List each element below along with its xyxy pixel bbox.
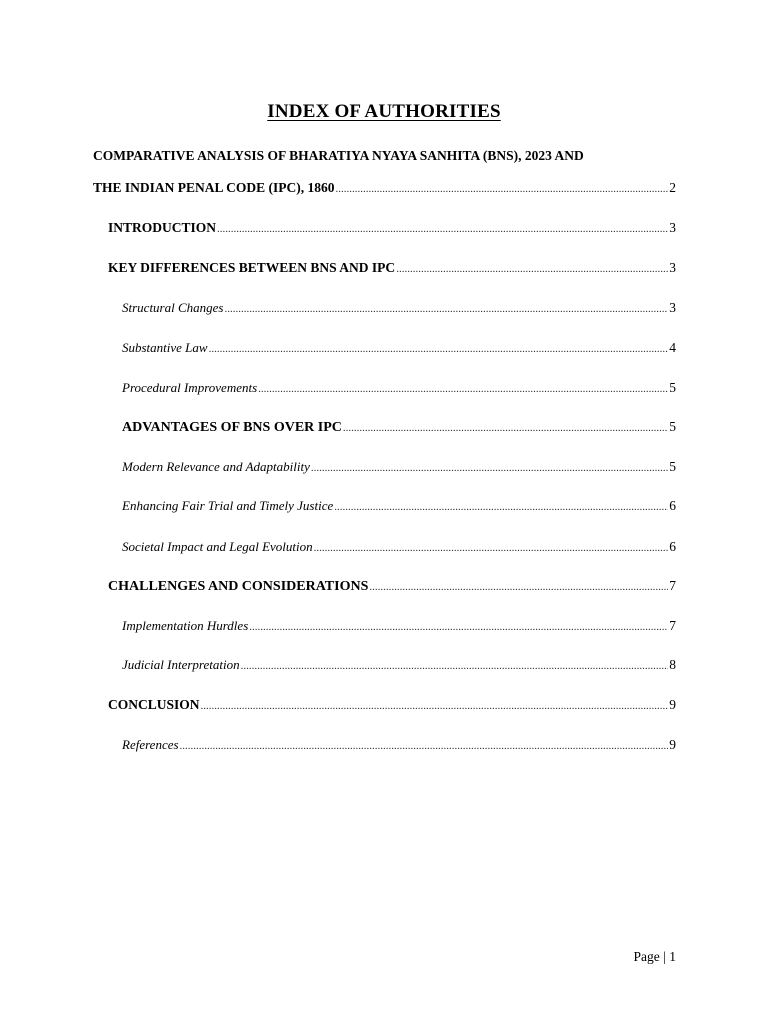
toc-entry-substantive-law[interactable] xyxy=(122,340,676,356)
toc-entry-societal-impact[interactable] xyxy=(122,539,676,555)
dot-leader xyxy=(336,183,669,195)
toc-page-number: 3 xyxy=(669,260,676,275)
toc-entry-judicial-interpretation[interactable] xyxy=(122,657,676,673)
toc-entry-advantages[interactable] xyxy=(122,419,676,436)
dot-leader xyxy=(217,223,668,235)
dot-leader xyxy=(258,383,668,395)
toc-entry-structural-changes[interactable] xyxy=(122,300,676,316)
dot-leader xyxy=(209,343,669,355)
toc-entry-procedural-improvements[interactable] xyxy=(122,380,676,396)
toc-page-number: 5 xyxy=(669,380,676,395)
dot-leader xyxy=(249,621,668,633)
dot-leader xyxy=(396,263,668,275)
toc-entry-label: Structural Changes xyxy=(122,300,224,315)
toc-entry-implementation-hurdles[interactable] xyxy=(122,618,676,634)
toc-page-number: 3 xyxy=(669,220,676,235)
toc-entry-references[interactable] xyxy=(122,737,676,753)
dot-leader xyxy=(334,501,668,513)
toc-entry-label: Enhancing Fair Trial and Timely Justice xyxy=(122,498,334,513)
dot-leader xyxy=(311,462,668,474)
toc-entry-label: Societal Impact and Legal Evolution xyxy=(122,539,313,554)
toc-entry-challenges[interactable] xyxy=(108,578,676,595)
toc-page-number: 5 xyxy=(669,459,676,474)
dot-leader xyxy=(369,581,668,593)
toc-page-number: 6 xyxy=(669,498,676,513)
dot-leader xyxy=(241,660,669,672)
toc-page-number: 7 xyxy=(669,618,676,633)
toc-page-number: 5 xyxy=(669,419,676,434)
toc-entry-label: Substantive Law xyxy=(122,340,208,355)
toc-page-number: 3 xyxy=(669,300,676,315)
toc-page-number: 9 xyxy=(669,737,676,752)
toc-page-number: 2 xyxy=(669,180,676,195)
toc-entry-modern-relevance[interactable] xyxy=(122,459,676,475)
toc-page-number: 4 xyxy=(669,340,676,355)
toc-entry-label: CHALLENGES AND CONSIDERATIONS xyxy=(108,579,369,594)
toc-entry-label: CONCLUSION xyxy=(108,697,200,712)
toc-entry-label: Judicial Interpretation xyxy=(122,657,240,672)
dot-leader xyxy=(224,303,668,315)
toc-entry-label: Modern Relevance and Adaptability xyxy=(122,459,310,474)
toc-entry-conclusion[interactable] xyxy=(108,697,676,713)
toc-page-number: 6 xyxy=(669,539,676,554)
toc-entry-label: Implementation Hurdles xyxy=(122,618,249,633)
toc-entry-label: INTRODUCTION xyxy=(108,220,217,235)
toc-entry-fair-trial[interactable] xyxy=(122,498,676,514)
toc-entry-label: References xyxy=(122,737,179,752)
toc-page-number: 7 xyxy=(669,578,676,593)
dot-leader xyxy=(343,422,668,434)
toc-entry-label: KEY DIFFERENCES BETWEEN BNS AND IPC xyxy=(108,260,396,275)
toc-page-number: 8 xyxy=(669,657,676,672)
toc-main-heading-line1: COMPARATIVE ANALYSIS OF BHARATIYA NYAYA SANHITA (BNS), 2023 AND xyxy=(93,148,584,163)
toc-entry-label: Procedural Improvements xyxy=(122,380,258,395)
dot-leader xyxy=(314,542,669,554)
toc-main-entry[interactable] xyxy=(93,180,676,196)
dot-leader xyxy=(180,740,669,752)
toc-entry-label: ADVANTAGES OF BNS OVER IPC xyxy=(122,420,342,435)
dot-leader xyxy=(201,700,669,712)
page-footer: Page | 1 xyxy=(633,949,676,964)
page-title: INDEX OF AUTHORITIES xyxy=(267,101,501,122)
toc-entry-key-differences[interactable] xyxy=(108,260,676,276)
toc-entry-introduction[interactable] xyxy=(108,220,676,236)
toc-page-number: 9 xyxy=(669,697,676,712)
toc-entry-label: THE INDIAN PENAL CODE (IPC), 1860 xyxy=(93,180,335,195)
